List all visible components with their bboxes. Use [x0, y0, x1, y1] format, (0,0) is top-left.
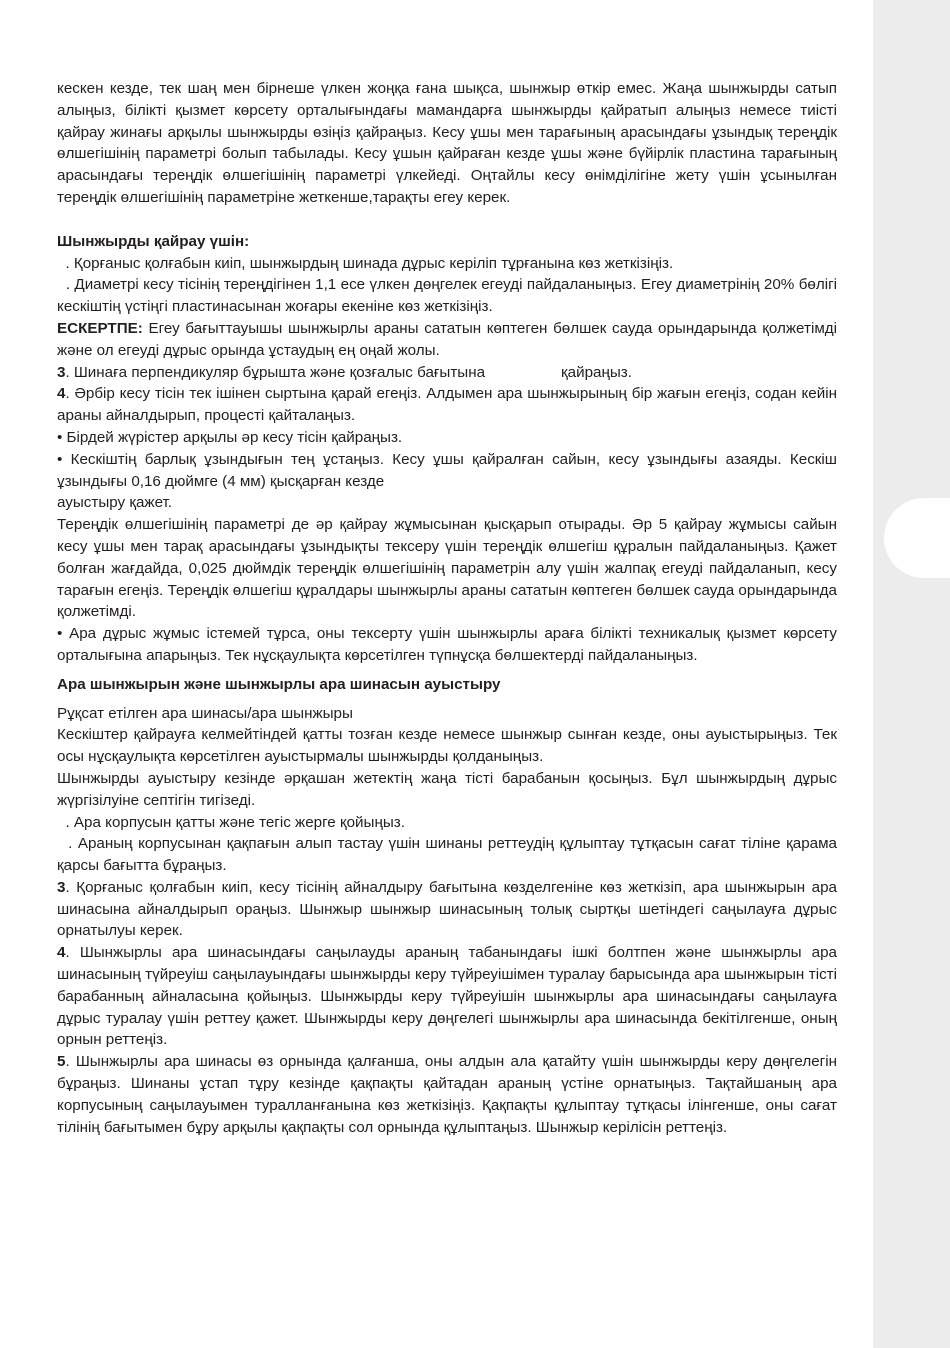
sharpening-step-3	[57, 362, 837, 384]
sharpening-item-2: . Диаметрі кесу тісінің тереңдігінен 1,1 есе үлкен дөңгелек егеуді пайдаланыңыз. Егеу диаметрінің 20% бөлігі кескіштің үстіңгі пластинасынан жоғары екеніне көз жеткізіңіз.	[57, 276, 842, 316]
side-margin-strip	[873, 0, 950, 1348]
replace-step-4	[57, 942, 837, 1051]
bullet-cutter-length: • Кескіштің барлық ұзындығын тең ұстаңыз. Кесу ұшы қайралған сайын, кесу ұзындығы азаяды. Кескіш ұзындығы 0,16 дюймге (4 мм) қысқарған кезде	[57, 450, 837, 490]
step-text: . Шинаға перпендикуляр бұрышта және қозғалыс бағытына қайраңыз.	[65, 363, 632, 381]
step-text: . Әрбір кесу тісін тек ішінен сыртына қарай егеңіз. Алдымен ара шынжырының бір жағын егеңіз, содан кейін араны айналдырып, процесті қайталаңыз.	[57, 385, 837, 425]
replacement-heading: Ара шынжырын және шынжырлы ара шинасын ауыстыру	[57, 675, 501, 693]
bullet-service-center: • Ара дұрыс жұмыс істемей тұрса, оны тексерту үшін шынжырлы араға білікті техникалық қызмет көрсету орталығына апарыңыз. Тек нұсқаулықта көрсетілген түпнұсқа бөлшектерді пайдаланыңыз.	[57, 625, 837, 664]
replace-item-1: . Ара корпусын қатты және тегіс жерге қойыңыз.	[57, 813, 405, 831]
approved-bar-chain: Рұқсат етілген ара шинасы/ара шынжыры	[57, 704, 353, 722]
section-tab-marker	[884, 498, 950, 578]
step-number: 3	[57, 363, 66, 381]
step-text: . Шынжырлы ара шинасындағы саңылауды араның табанындағы ішкі болтпен және шынжырлы ара шинасының түйреуіш саңылауындағы шынжырды керу түйреуішімен туралау барысында ара шынжырын тісті барабанның айналасына қойыңыз. Шынжырды керу түйреуішін шынжырлы ара шинасындағы саңылауға дұрыс туралау үшін реттеу қажет. Шынжырды керу дөңгелегі шынжырлы ара шинасында бекітілгенше, оның орнын реттеңіз.	[57, 944, 837, 1049]
step-number: 4	[57, 385, 66, 403]
page-content	[57, 78, 842, 1138]
note-paragraph	[57, 318, 837, 362]
step-text: . Қорғаныс қолғабын киіп, кесу тісінің айналдыру бағытына көзделгеніне көз жеткізіп, ара шынжырын ара шинасына айналдырып ораңыз. Шынжыр шынжыр шинасының толық сыртқы шетіндегі саңылауға дұрыс орнатылуы керек.	[57, 878, 837, 940]
sharpening-item-1: . Қорғаныс қолғабын киіп, шынжырдың шинада дұрыс керіліп тұрғанына көз жеткізіңіз.	[57, 254, 674, 272]
replace-step-3	[57, 877, 837, 942]
note-text: Егеу бағыттауышы шынжырлы араны сататын көптеген бөлшек сауда орындарында қолжетімді және ол егеуді дұрыс орында ұстаудың ең оңай жолы.	[57, 319, 837, 359]
bullet-equal-strokes: • Бірдей жүрістер арқылы әр кесу тісін қайраңыз.	[57, 428, 403, 446]
bullet-cutter-length-cont: ауыстыру қажет.	[57, 494, 173, 512]
step-number: 5	[57, 1053, 66, 1071]
replace-paragraph-1: Кескіштер қайрауға келмейтіндей қатты тозған кезде немесе шынжыр сынған кезде, оны ауыстырыңыз. Тек осы нұсқаулықта көрсетілген ауыстырмалы шынжырды қолданыңыз.	[57, 726, 837, 766]
replace-step-5	[57, 1051, 837, 1138]
replace-item-2: . Араның корпусынан қақпағын алып тастау үшін шинаны реттеудің құлыптау тұтқасын сағат тіліне қарама қарсы бағытта бұраңыз.	[57, 835, 842, 875]
step-text: . Шынжырлы ара шинасы өз орнында қалғанша, оны алдын ала қатайту үшін шынжырды керу дөңгелегін бұраңыз. Шинаны ұстап тұру кезінде қақпақты қайтадан араның үстіне орнатыңыз. Тақтайшаның ара корпусының саңылауымен туралланғанына көз жеткізіңіз. Қақпақты құлыптау тұтқасы ілінгенше, оны сағат тілінің бағытымен бұру арқылы қақпақты сол орнында құлыптаңыз. Шынжыр керілісін реттеңіз.	[57, 1053, 837, 1136]
step-number: 3	[57, 878, 66, 896]
replace-paragraph-2: Шынжырды ауыстыру кезінде әрқашан жетектің жаңа тісті барабанын қосыңыз. Бұл шынжырдың дұрыс жүргізілуіне септігін тигізеді.	[57, 769, 837, 809]
depth-gauge-paragraph: Тереңдік өлшегішінің параметрі де әр қайрау жұмысынан қысқарып отырады. Әр 5 қайрау жұмысы сайын кесу ұшы мен тарақ арасындағы ұзындықты тексеру үшін тереңдік өлшегіш құралын пайдаланыңыз. Қажет болған жағдайда, 0,025 дюймдік тереңдік өлшегішінің параметрін алу үшін жалпақ егеуді пайдаланып, кесу тарағын егеңіз. Тереңдік өлшегіш құралдары шынжырлы араны сататын көптеген бөлшек сауда орындарында қолжетімді.	[57, 516, 837, 621]
intro-paragraph: кескен кезде, тек шаң мен бірнеше үлкен жоңқа ғана шықса, шынжыр өткір емес. Жаңа шынжырды сатып алыңыз, білікті қызмет көрсету орталығындағы мамандарға шынжырды қайратып алыңыз немесе тиісті қайрау жинағы арқылы шынжырды өзіңіз қайраңыз. Кесу ұшы мен тарағының арасындағы ұзындық тереңдік өлшегішінің параметрі болып табылады. Кесу ұшын қайраған кезде ұшы және бүйірлік пластина тарағының арасындағы тереңдік өлшегішінің параметрі үлкейеді. Оңтайлы кесу өнімділігіне жету үшін ұсынылған тереңдік өлшегішінің параметріне жеткенше,тарақты егеу керек.	[57, 80, 837, 206]
sharpening-heading: Шынжырды қайрау үшін:	[57, 232, 250, 250]
step-number: 4	[57, 944, 66, 962]
sharpening-step-4	[57, 383, 837, 427]
note-label: ЕСКЕРТПЕ:	[57, 319, 143, 337]
